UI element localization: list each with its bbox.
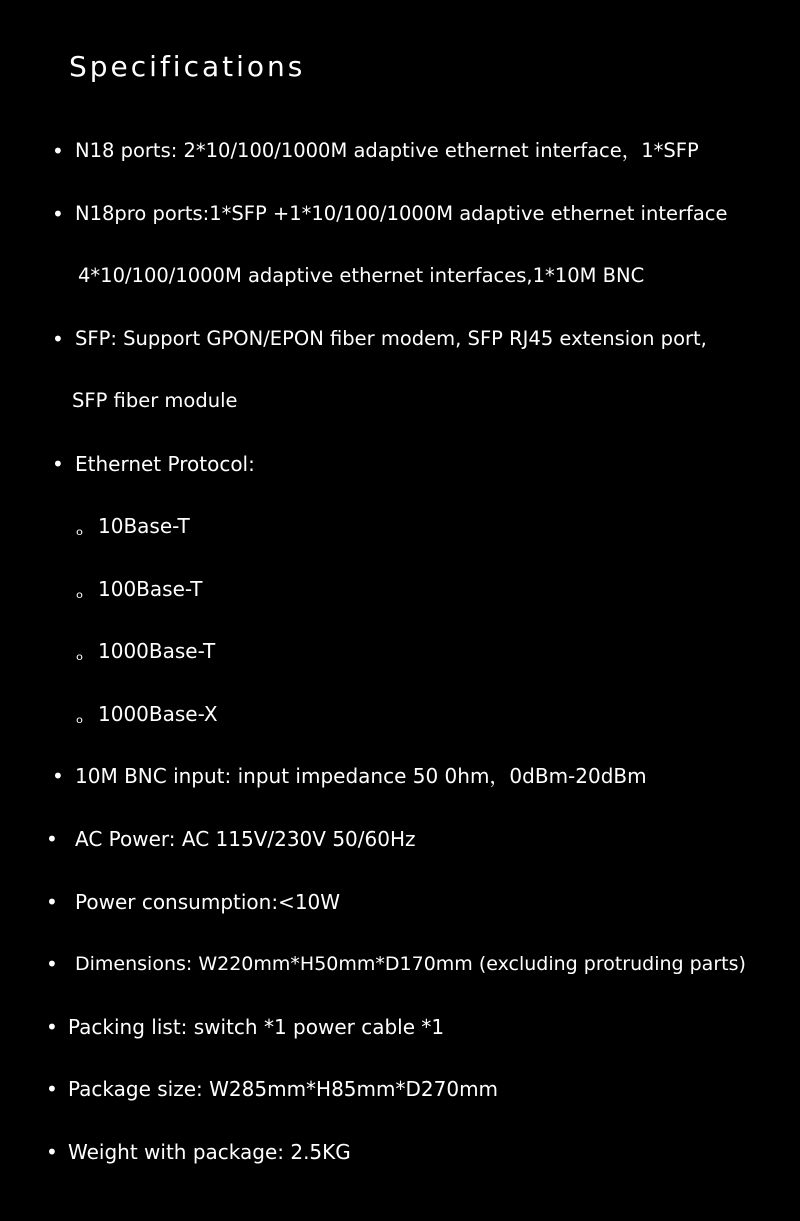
bullet-icon: • [46, 827, 58, 851]
bullet-icon: • [52, 139, 64, 163]
bullet-icon: • [52, 764, 64, 788]
spec-item-n18pro-ports-continuation: 4*10/100/1000M adaptive ethernet interfaces,1*10M BNC [78, 264, 645, 287]
spec-item-n18-ports: N18 ports: 2*10/100/1000M adaptive ethernet interface，1*SFP [75, 139, 699, 162]
spec-item-power-consumption: Power consumption:<10W [75, 890, 341, 914]
spec-item-weight: Weight with package: 2.5KG [68, 1140, 351, 1164]
bullet-icon: • [52, 452, 64, 476]
protocol-item-10base-t: 10Base-T [98, 514, 190, 538]
spec-item-bnc-input: 10M BNC input: input impedance 50 0hm，0dBm-20dBm [75, 764, 647, 788]
sub-bullet-icon: ₒ [76, 707, 84, 728]
protocol-item-100base-t: 100Base-T [98, 577, 203, 601]
sub-bullet-icon: ₒ [76, 644, 84, 665]
spec-item-n18pro-ports: N18pro ports:1*SFP +1*10/100/1000M adaptive ethernet interface [75, 202, 728, 225]
sub-bullet-icon: ₒ [76, 582, 84, 603]
bullet-icon: • [46, 952, 58, 976]
protocol-item-1000base-t: 1000Base-T [98, 639, 216, 663]
spec-item-ethernet-protocol: Ethernet Protocol: [75, 452, 255, 476]
protocol-item-1000base-x: 1000Base-X [98, 702, 218, 726]
bullet-icon: • [52, 327, 64, 351]
spec-item-package-size: Package size: W285mm*H85mm*D270mm [68, 1077, 499, 1101]
spec-item-packing-list: Packing list: switch *1 power cable *1 [68, 1015, 445, 1039]
spec-item-sfp: SFP: Support GPON/EPON fiber modem, SFP RJ45 extension port, [75, 327, 707, 350]
spec-item-sfp-continuation: SFP fiber module [72, 389, 238, 412]
sub-bullet-icon: ₒ [76, 519, 84, 540]
spec-item-dimensions: Dimensions: W220mm*H50mm*D170mm (excluding protruding parts) [75, 953, 746, 975]
bullet-icon: • [46, 1140, 58, 1164]
bullet-icon: • [46, 1077, 58, 1101]
page-title: Specifications [69, 50, 306, 83]
spec-item-ac-power: AC Power: AC 115V/230V 50/60Hz [75, 827, 416, 851]
bullet-icon: • [46, 1015, 58, 1039]
bullet-icon: • [52, 202, 64, 226]
bullet-icon: • [46, 890, 58, 914]
